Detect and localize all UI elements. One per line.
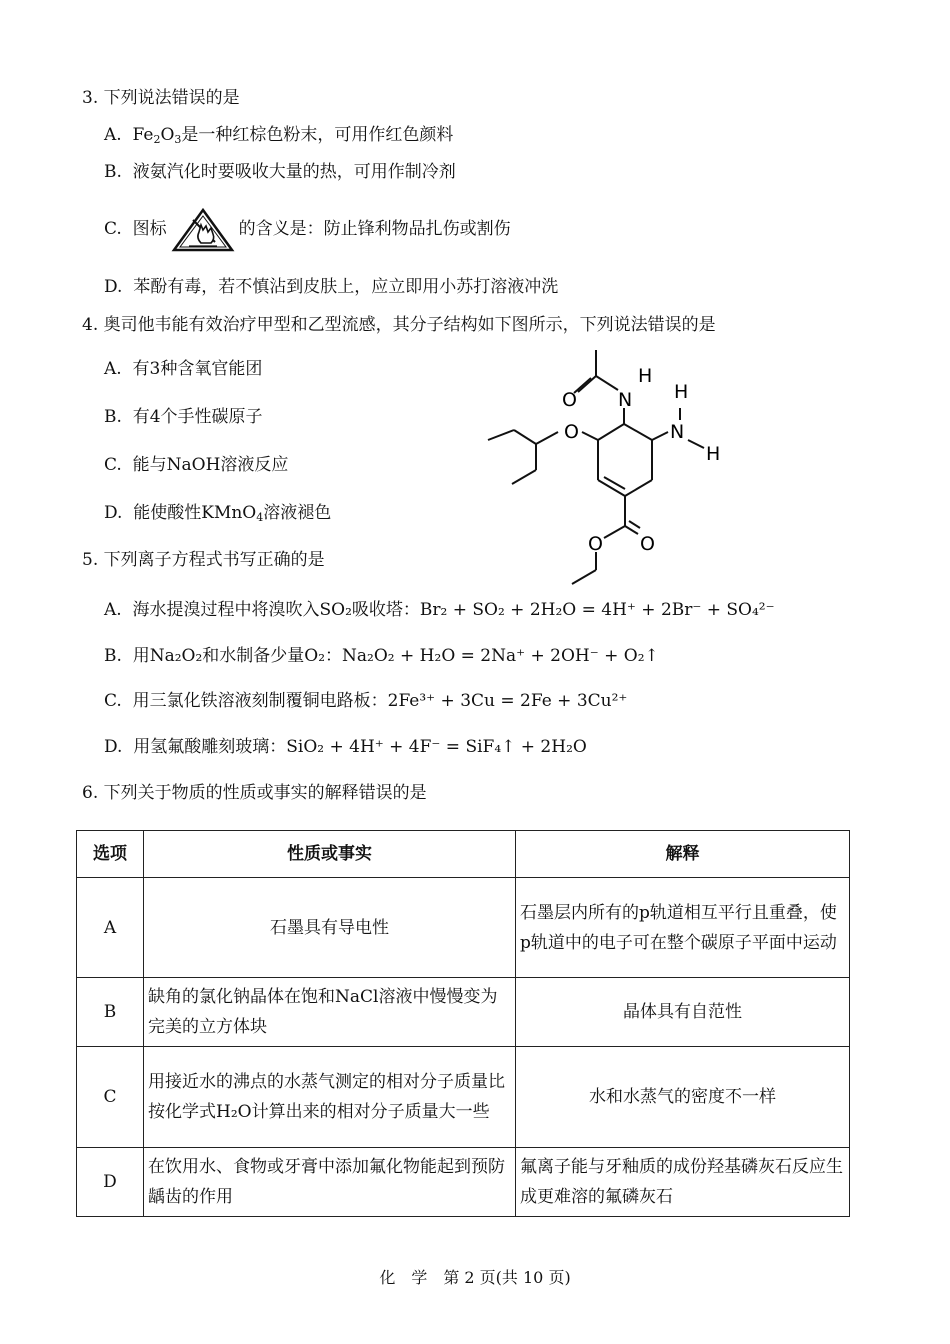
sharp-object-hazard-icon bbox=[171, 208, 235, 252]
option-label: C. bbox=[104, 219, 122, 239]
option-text: 有4个手性碳原子 bbox=[132, 407, 263, 427]
q5-option-a bbox=[104, 598, 775, 622]
option-text: 溶液褪色 bbox=[263, 503, 332, 523]
option-text: 海水提溴过程中将溴吹入SO₂吸收塔：Br₂ + SO₂ + 2H₂O = 4H⁺ + 2Br⁻ + SO₄²⁻ bbox=[132, 600, 775, 620]
formula-o: O bbox=[160, 125, 175, 145]
subscript: 3 bbox=[174, 133, 182, 146]
atom-label: N bbox=[618, 389, 633, 411]
q4-option-d bbox=[104, 501, 331, 525]
explanation-cell: 石墨层内所有的p轨道相互平行且重叠，使p轨道中的电子可在整个碳原子平面中运动 bbox=[516, 878, 850, 978]
table-row bbox=[77, 1047, 850, 1148]
q3-stem: 3. 下列说法错误的是 bbox=[82, 88, 240, 108]
option-label: A. bbox=[104, 600, 122, 620]
option-cell: B bbox=[77, 978, 144, 1047]
option-text: 能与NaOH溶液反应 bbox=[132, 455, 289, 475]
option-text: 的含义是：防止锋利物品扎伤或割伤 bbox=[238, 219, 511, 239]
atom-label: H bbox=[674, 381, 689, 403]
atom-label: O bbox=[562, 389, 577, 411]
option-cell: D bbox=[77, 1148, 144, 1217]
option-label: B. bbox=[104, 407, 122, 427]
page-footer: 化 学 第 2 页(共 10 页) bbox=[379, 1268, 571, 1287]
q5-option-d bbox=[104, 735, 587, 759]
option-text: 用Na₂O₂和水制备少量O₂：Na₂O₂ + H₂O = 2Na⁺ + 2OH⁻ + O₂↑ bbox=[132, 646, 659, 666]
q4-stem: 4. 奥司他韦能有效治疗甲型和乙型流感，其分子结构如下图所示，下列说法错误的是 bbox=[82, 315, 716, 335]
option-text: 用氢氟酸雕刻玻璃：SiO₂ + 4H⁺ + 4F⁻ = SiF₄↑ + 2H₂O bbox=[133, 737, 587, 757]
q4-option-c bbox=[104, 453, 288, 477]
q5-stem: 5. 下列离子方程式书写正确的是 bbox=[82, 550, 325, 570]
column-header-option: 选项 bbox=[77, 831, 144, 878]
q5-option-c bbox=[104, 689, 627, 713]
fact-cell: 缺角的氯化钠晶体在饱和NaCl溶液中慢慢变为完美的立方体块 bbox=[144, 978, 516, 1047]
table-row bbox=[77, 1148, 850, 1217]
table-row bbox=[77, 878, 850, 978]
formula-fe: Fe bbox=[132, 125, 154, 145]
q4-option-a bbox=[104, 357, 262, 381]
q3-option-c bbox=[104, 206, 511, 252]
option-label: B. bbox=[104, 646, 122, 666]
option-text: 苯酚有毒，若不慎沾到皮肤上，应立即用小苏打溶液冲洗 bbox=[133, 277, 559, 297]
fact-cell: 在饮用水、食物或牙膏中添加氟化物能起到预防龋齿的作用 bbox=[144, 1148, 516, 1217]
q4-option-b bbox=[104, 405, 263, 429]
atom-label: N bbox=[670, 421, 685, 443]
option-text: 图标 bbox=[132, 219, 167, 239]
column-header-explanation: 解释 bbox=[516, 831, 850, 878]
option-label: D. bbox=[104, 277, 123, 297]
explanation-cell: 晶体具有自范性 bbox=[516, 978, 850, 1047]
option-cell: A bbox=[77, 878, 144, 978]
q3-option-b bbox=[104, 160, 456, 184]
q3-option-d bbox=[104, 275, 558, 299]
explanation-cell: 氟离子能与牙釉质的成份羟基磷灰石反应生成更难溶的氟磷灰石 bbox=[516, 1148, 850, 1217]
fact-cell: 用接近水的沸点的水蒸气测定的相对分子质量比按化学式H₂O计算出来的相对分子质量大一些 bbox=[144, 1047, 516, 1148]
option-text: 能使酸性KMnO bbox=[133, 503, 257, 523]
option-cell: C bbox=[77, 1047, 144, 1148]
option-label: A. bbox=[104, 359, 122, 379]
oseltamivir-structure-diagram bbox=[470, 340, 760, 590]
atom-label: H bbox=[706, 443, 721, 465]
option-label: C. bbox=[104, 455, 122, 475]
option-label: B. bbox=[104, 162, 122, 182]
subscript: 4 bbox=[256, 511, 264, 524]
option-label: A. bbox=[104, 125, 122, 145]
fact-cell: 石墨具有导电性 bbox=[144, 878, 516, 978]
atom-label: O bbox=[588, 533, 603, 555]
q6-table bbox=[76, 830, 850, 1217]
column-header-fact: 性质或事实 bbox=[144, 831, 516, 878]
q3-option-a bbox=[104, 123, 453, 147]
q5-option-b bbox=[104, 644, 659, 668]
atom-label: H bbox=[638, 365, 653, 387]
table-row bbox=[77, 978, 850, 1047]
option-text: 是一种红棕色粉末，可用作红色颜料 bbox=[181, 125, 454, 145]
explanation-cell: 水和水蒸气的密度不一样 bbox=[516, 1047, 850, 1148]
option-label: D. bbox=[104, 737, 123, 757]
table-header-row bbox=[77, 831, 850, 878]
option-label: D. bbox=[104, 503, 123, 523]
option-text: 液氨汽化时要吸收大量的热，可用作制冷剂 bbox=[132, 162, 456, 182]
atom-label: O bbox=[640, 533, 655, 555]
option-text: 有3种含氧官能团 bbox=[132, 359, 263, 379]
option-text: 用三氯化铁溶液刻制覆铜电路板：2Fe³⁺ + 3Cu = 2Fe + 3Cu²⁺ bbox=[132, 691, 628, 711]
option-label: C. bbox=[104, 691, 122, 711]
q6-stem: 6. 下列关于物质的性质或事实的解释错误的是 bbox=[82, 783, 427, 803]
atom-label: O bbox=[564, 421, 579, 443]
subscript: 2 bbox=[153, 133, 161, 146]
